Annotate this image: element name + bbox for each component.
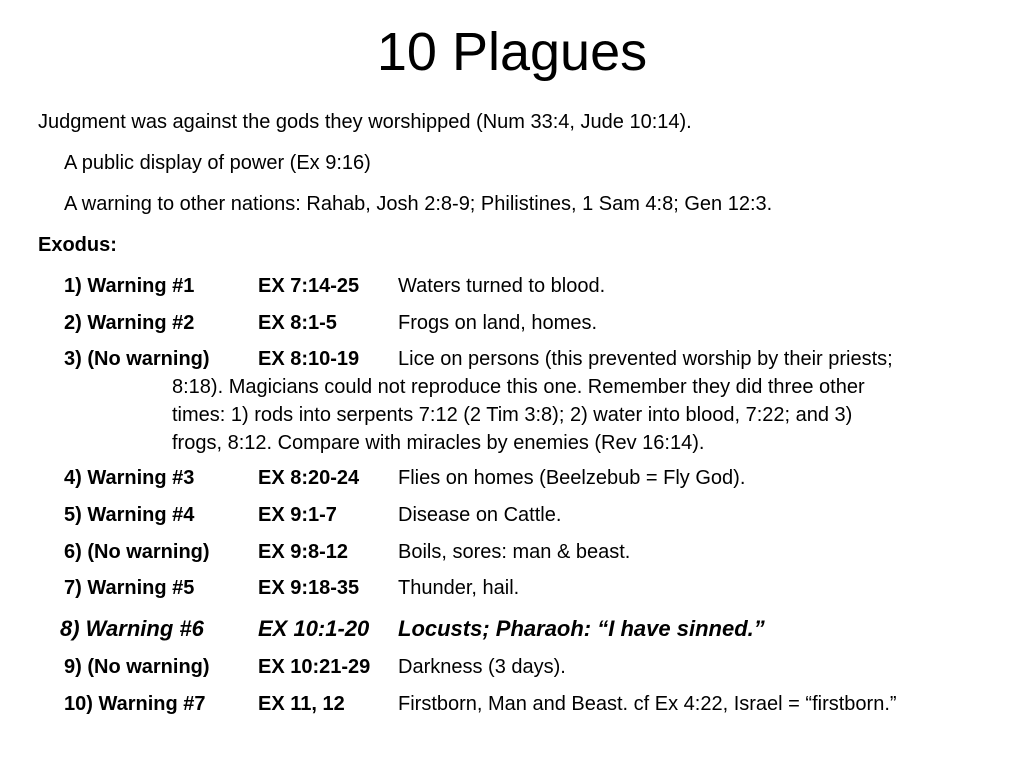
intro-line-warning-nations: A warning to other nations: Rahab, Josh 2:8-9; Philistines, 1 Sam 4:8; Gen 12:3.: [64, 193, 773, 215]
plague-reference: EX 10:1-20: [258, 616, 370, 641]
plague-number: 1) Warning #1: [64, 275, 195, 297]
plague-description: Locusts; Pharaoh: “I have sinned.”: [398, 616, 765, 641]
plague-number: 6) (No warning): [64, 541, 210, 563]
plague-reference: EX 7:14-25: [258, 275, 360, 297]
plague-number: 7) Warning #5: [64, 577, 195, 599]
plague-description: Waters turned to blood.: [398, 275, 606, 297]
plague-number: 10) Warning #7: [64, 693, 206, 715]
plague-description: Flies on homes (Beelzebub = Fly God).: [398, 467, 746, 489]
plague-reference: EX 11, 12: [258, 693, 345, 715]
intro-line-judgment: Judgment was against the gods they worshipped (Num 33:4, Jude 10:14).: [38, 111, 692, 133]
plague-description: Boils, sores: man & beast.: [398, 541, 631, 563]
plague-description: Thunder, hail.: [398, 577, 520, 599]
slide-title: 10 Plagues: [376, 22, 648, 82]
plague-description: Frogs on land, homes.: [398, 312, 597, 334]
plague-description: Firstborn, Man and Beast. cf Ex 4:22, Israel = “firstborn.”: [398, 693, 897, 715]
plague-number: 4) Warning #3: [64, 467, 195, 489]
plague-description: Darkness (3 days).: [398, 656, 566, 678]
plague-description: Disease on Cattle.: [398, 504, 562, 526]
plague-reference: EX 9:18-35: [258, 577, 360, 599]
section-label-exodus: Exodus:: [38, 234, 117, 256]
plague-reference: EX 9:1-7: [258, 504, 337, 526]
plague-reference: EX 8:20-24: [258, 467, 360, 489]
plague-number: 2) Warning #2: [64, 312, 195, 334]
plague-description-continued: times: 1) rods into serpents 7:12 (2 Tim 3:8); 2) water into blood, 7:22; and 3): [172, 404, 853, 426]
plague-number: 3) (No warning): [64, 348, 210, 370]
plague-description-continued: 8:18). Magicians could not reproduce this one. Remember they did three other: [172, 376, 865, 398]
plague-description-continued: frogs, 8:12. Compare with miracles by enemies (Rev 16:14).: [172, 432, 705, 454]
plague-number: 5) Warning #4: [64, 504, 195, 526]
plague-number: 9) (No warning): [64, 656, 210, 678]
plague-reference: EX 9:8-12: [258, 541, 349, 563]
intro-line-public-display: A public display of power (Ex 9:16): [64, 152, 371, 174]
plague-number: 8) Warning #6: [60, 616, 204, 641]
plague-reference: EX 8:10-19: [258, 348, 360, 370]
plague-reference: EX 10:21-29: [258, 656, 371, 678]
plague-description: Lice on persons (this prevented worship by their priests;: [398, 348, 893, 370]
plague-reference: EX 8:1-5: [258, 312, 337, 334]
